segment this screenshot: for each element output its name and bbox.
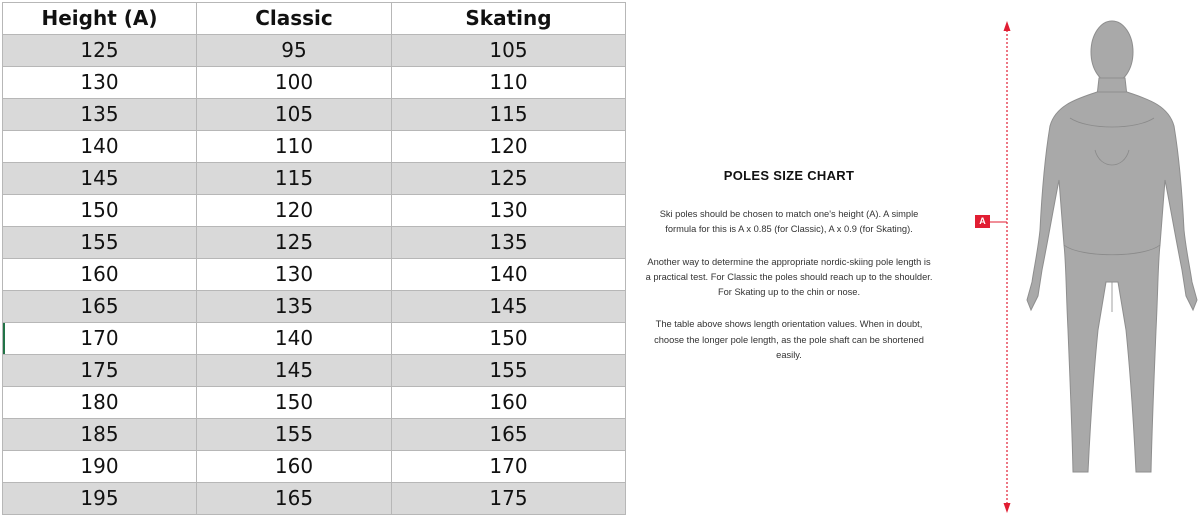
cell-classic[interactable]: 160 [197, 451, 392, 483]
table-row [3, 67, 626, 99]
cell-height[interactable]: 140 [3, 131, 197, 163]
table-row [3, 35, 626, 67]
cell-height[interactable]: 160 [3, 259, 197, 291]
cell-height[interactable]: 190 [3, 451, 197, 483]
cell-skating[interactable]: 160 [392, 387, 626, 419]
cell-classic[interactable]: 135 [197, 291, 392, 323]
table-row [3, 163, 626, 195]
cell-classic[interactable]: 140 [197, 323, 392, 355]
cell-height[interactable]: 195 [3, 483, 197, 515]
height-marker-badge: A [975, 215, 990, 228]
table-row [3, 323, 626, 355]
table-header-row [3, 3, 626, 35]
cell-classic[interactable]: 100 [197, 67, 392, 99]
cell-skating[interactable]: 125 [392, 163, 626, 195]
cell-classic[interactable]: 105 [197, 99, 392, 131]
info-paragraph-orientation: The table above shows length orientation values. When in doubt, choose the longer pole length, as the pole shaft can be shortened easily. [654, 319, 924, 361]
cell-skating[interactable]: 105 [392, 35, 626, 67]
cell-skating[interactable]: 165 [392, 419, 626, 451]
table-row [3, 259, 626, 291]
header-skating: Skating [392, 3, 626, 35]
cell-skating[interactable]: 110 [392, 67, 626, 99]
cell-classic[interactable]: 120 [197, 195, 392, 227]
cell-skating[interactable]: 155 [392, 355, 626, 387]
cell-skating[interactable]: 150 [392, 323, 626, 355]
cell-classic[interactable]: 165 [197, 483, 392, 515]
table-row [3, 387, 626, 419]
cell-skating[interactable]: 135 [392, 227, 626, 259]
header-height: Height (A) [3, 3, 197, 35]
cell-skating[interactable]: 115 [392, 99, 626, 131]
header-classic: Classic [197, 3, 392, 35]
cell-skating[interactable]: 120 [392, 131, 626, 163]
cell-classic[interactable]: 125 [197, 227, 392, 259]
table-row [3, 99, 626, 131]
cell-height[interactable]: 175 [3, 355, 197, 387]
cell-height[interactable]: 135 [3, 99, 197, 131]
size-table [2, 2, 626, 515]
cell-height[interactable]: 165 [3, 291, 197, 323]
cell-skating[interactable]: 140 [392, 259, 626, 291]
cell-height[interactable]: 155 [3, 227, 197, 259]
cell-classic[interactable]: 150 [197, 387, 392, 419]
cell-skating[interactable]: 130 [392, 195, 626, 227]
cell-skating[interactable]: 170 [392, 451, 626, 483]
info-panel [645, 168, 933, 380]
cell-classic[interactable]: 130 [197, 259, 392, 291]
cell-classic[interactable]: 110 [197, 131, 392, 163]
table-row [3, 451, 626, 483]
height-measure-arrow [990, 21, 1011, 513]
cell-skating[interactable]: 175 [392, 483, 626, 515]
cell-classic[interactable]: 115 [197, 163, 392, 195]
table-row [3, 195, 626, 227]
cell-classic[interactable]: 145 [197, 355, 392, 387]
table-row [3, 291, 626, 323]
cell-height[interactable]: 185 [3, 419, 197, 451]
cell-classic[interactable]: 155 [197, 419, 392, 451]
info-paragraph-practical-test: Another way to determine the appropriate nordic-skiing pole length is a practical test. For Classic the poles should reach up to the shoulder. For Skating up to the chin or nose. [645, 256, 933, 298]
table-row [3, 355, 626, 387]
body-figure-graphic [960, 0, 1200, 529]
cell-skating[interactable]: 145 [392, 291, 626, 323]
table-row [3, 131, 626, 163]
table-row [3, 483, 626, 515]
info-paragraph-formula: Ski poles should be chosen to match one's height (A). A simple formula for this is A x 0.85 (for Classic), A x 0.9 (for Skating). [659, 209, 919, 235]
table-row [3, 227, 626, 259]
human-silhouette [1027, 21, 1197, 472]
cell-height[interactable]: 150 [3, 195, 197, 227]
info-title: POLES SIZE CHART [723, 168, 855, 183]
cell-height[interactable]: 145 [3, 163, 197, 195]
cell-height[interactable]: 125 [3, 35, 197, 67]
cell-height[interactable]: 130 [3, 67, 197, 99]
body-figure [960, 0, 1200, 529]
cell-classic[interactable]: 95 [197, 35, 392, 67]
cell-height[interactable]: 180 [3, 387, 197, 419]
table-row [3, 419, 626, 451]
cell-height[interactable]: 170 [3, 323, 197, 355]
